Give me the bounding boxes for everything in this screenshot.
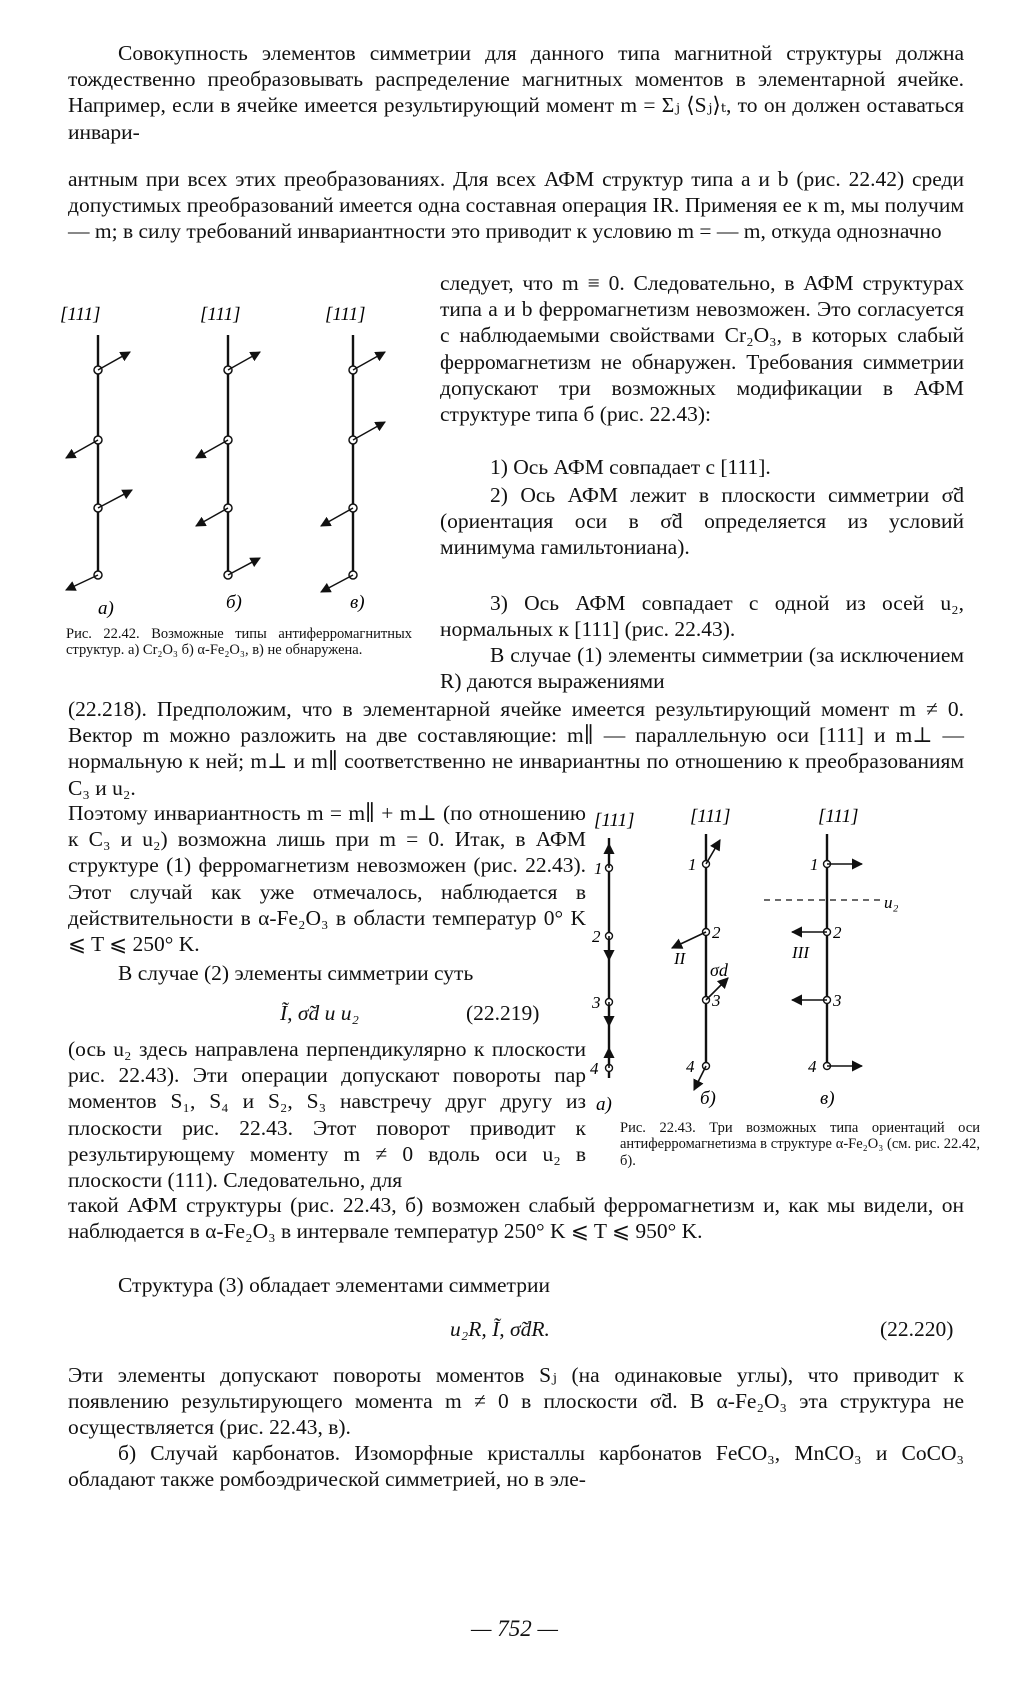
- site-2-b: 2: [712, 923, 721, 942]
- structure-c: [321, 335, 385, 592]
- paragraph-5: 2) Ось АФМ лежит в плоскости симметрии σ̃d (ориентация оси в σ̃d определяется из условий минимума гамильтониана).: [440, 483, 964, 560]
- axis-label-111-43c: [111]: [818, 806, 859, 827]
- equation-number-22-219: (22.219): [466, 1001, 540, 1025]
- axis-label-111-a: [111]: [60, 304, 101, 325]
- paragraph-11: (ось u₂ здесь направлена перпендикулярно к плоскости рис. 22.43). Эти операции допускают повороты пар моментов S₁, S₄ и S₂, S₃ навстречу друг другу из плоскости рис. 22.43. Этот поворот приводит к результирующему моменту m ≠ 0 вдоль оси u₂ в плоскости (111). Следовательно, для: [68, 1037, 586, 1193]
- panel-label-43b: б): [700, 1088, 716, 1109]
- panel-label-c: в): [350, 592, 365, 613]
- axis-label-111-43a: [111]: [594, 810, 635, 831]
- label-II: II: [674, 949, 686, 968]
- site-1-a: 1: [594, 859, 603, 878]
- axis-label-111-b: [111]: [200, 304, 241, 325]
- axis-label-111-c: [111]: [325, 304, 366, 325]
- paragraph-8: (22.218). Предположим, что в элементарной ячейке имеется результирующий момент m ≠ 0. Вектор m можно разложить на две составляющие: m∥ — параллельную оси [111] и m⊥ — нормальную к ней; m⊥ и m∥ соответственно не инвариантны по отношению к преобразованиям C₃ и u₂.: [68, 697, 964, 800]
- site-4-c: 4: [808, 1057, 817, 1076]
- paragraph-2: антным при всех этих преобразованиях. Для всех АФМ структур типа a и b (рис. 22.42) среди допустимых преобразований имеется одна составная операция IR. Применяя ее к m, мы получим — m; в силу требований инвариантности это приводит к условию m = — m, откуда однозначно: [68, 167, 964, 244]
- site-2-c: 2: [833, 923, 842, 942]
- figure-22-43-caption: Рис. 22.43. Три возможных типа ориентаций оси антиферромагнетизма в структуре α-Fe₂O₃ (см. рис. 22.42, б).: [620, 1120, 980, 1169]
- site-3-c: 3: [833, 991, 842, 1010]
- site-1-b: 1: [688, 855, 697, 874]
- label-III: III: [792, 943, 809, 962]
- equation-22-219: Ĩ, σ̃d и u₂: [280, 1001, 359, 1025]
- paragraph-3: следует, что m ≡ 0. Следовательно, в АФМ структурах типа a и b ферромагнетизм невозможен. Это согласуется с наблюдаемыми свойствами Cr₂O₃, в которых слабый ферромагнетизм не обнаружен. Требования симметрии допускают три возможных модификации в АФМ структуре типа б (рис. 22.43):: [440, 271, 964, 427]
- site-2-a: 2: [592, 927, 601, 946]
- site-4-b: 4: [686, 1057, 695, 1076]
- paragraph-7: В случае (1) элементы симметрии (за исключением R) даются выражениями: [440, 643, 964, 694]
- panel-label-a: а): [98, 598, 114, 619]
- axis-label-111-43b: [111]: [690, 806, 731, 827]
- equation-22-220: u₂R, Ĩ, σ̃dR.: [450, 1317, 550, 1341]
- paragraph-6: 3) Ось АФМ совпадает с одной из осей u₂, нормальных к [111] (рис. 22.43).: [440, 591, 964, 642]
- paragraph-13: Структура (3) обладает элементами симметрии: [118, 1273, 550, 1297]
- site-4-a: 4: [590, 1059, 599, 1078]
- paragraph-12: такой АФМ структуры (рис. 22.43, б) возможен слабый ферромагнетизм и, как мы видели, он наблюдается в α-Fe₂O₃ в интервале температур 250° K ⩽ T ⩽ 950° K.: [68, 1193, 964, 1244]
- paragraph-1: Совокупность элементов симметрии для данного типа магнитной структуры должна тождественно преобразовывать распределение магнитных моментов в элементарной ячейке. Например, если в ячейке имеется результирующий момент m = Σⱼ ⟨Sⱼ⟩ₜ, то он должен оставаться инвари-: [68, 41, 964, 144]
- structure-43a: [606, 838, 613, 1078]
- site-3-a: 3: [592, 993, 601, 1012]
- panel-label-b: б): [226, 592, 242, 613]
- panel-label-43a: а): [596, 1094, 612, 1115]
- structure-b: [196, 335, 260, 579]
- paragraph-15: б) Случай карбонатов. Изоморфные кристаллы карбонатов FeCO₃, MnCO₃ и CoCO₃ обладают также ромбоэдрической симметрией, но в эле-: [68, 1441, 964, 1492]
- paragraph-4: 1) Ось АФМ совпадает с [111].: [490, 455, 771, 479]
- figure-22-43: [590, 798, 986, 1116]
- site-1-c: 1: [810, 855, 819, 874]
- paragraph-9: Поэтому инвариантность m = m∥ + m⊥ (по отношению к C₃ и u₂) возможна лишь при m = 0. Итак, в АФМ структуре (1) ферромагнетизм невозможен (рис. 22.43). Этот случай как уже отмечалось, наблюдается в действительности в α-Fe₂O₃ в области температур 0° K ⩽ T ⩽ 250° K.: [68, 801, 586, 957]
- structure-43c: [764, 834, 884, 1070]
- paragraph-10: В случае (2) элементы симметрии суть: [118, 961, 474, 985]
- paragraph-14: Эти элементы допускают повороты моментов Sⱼ (на одинаковые углы), что приводит к появлению результирующего момента m ≠ 0 в плоскости σ̃d. В α-Fe₂O₃ эта структура не осуществляется (рис. 22.43, в).: [68, 1363, 964, 1440]
- panel-label-43c: в): [820, 1088, 835, 1109]
- label-u2: u₂: [884, 893, 899, 912]
- site-3-b: 3: [712, 991, 721, 1010]
- equation-number-22-220: (22.220): [880, 1317, 954, 1341]
- figure-22-42: [60, 290, 440, 620]
- structure-a: [66, 335, 132, 590]
- figure-22-42-caption: Рис. 22.42. Возможные типы антиферромагнитных структур. а) Cr₂O₃ б) α-Fe₂O₃, в) не обнаружена.: [66, 626, 412, 659]
- label-sigma-d: σd: [710, 960, 728, 980]
- page-number: — 752 —: [471, 1616, 558, 1641]
